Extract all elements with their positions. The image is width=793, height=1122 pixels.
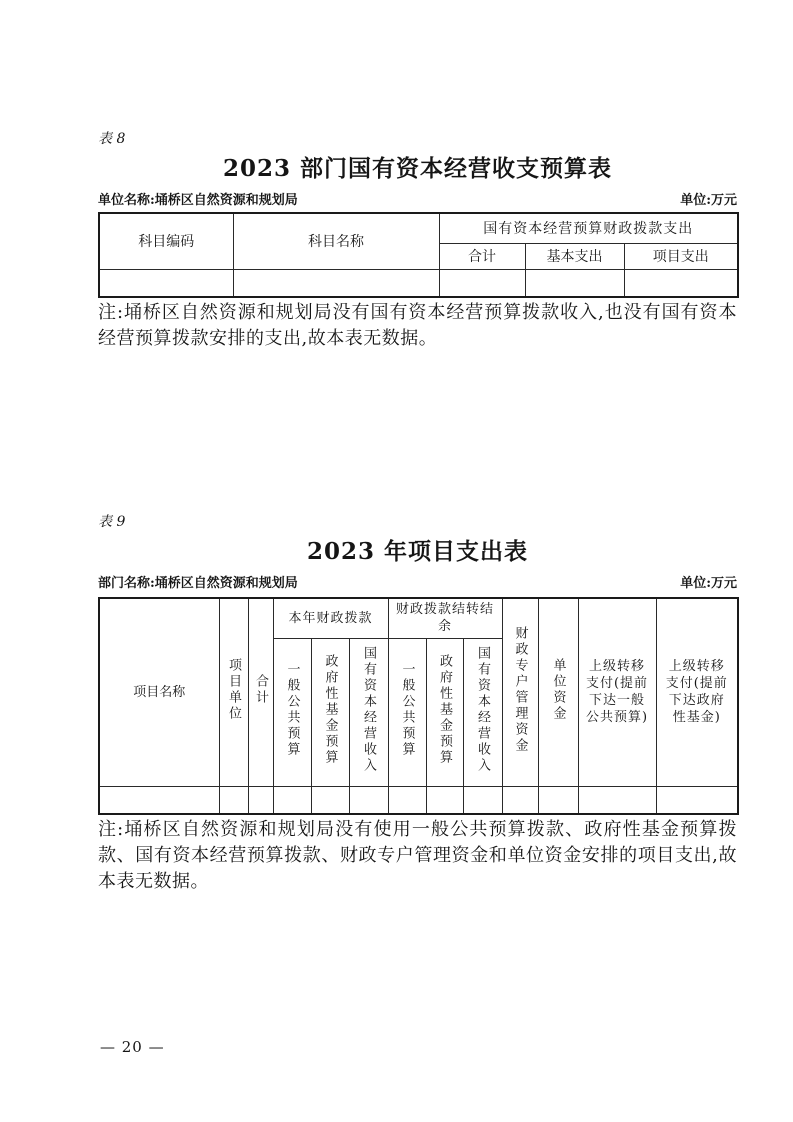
table9-header-transfer-gov-fund: 上级转移支付(提前下达政府性基金) (656, 598, 738, 786)
table8-empty-cell (99, 269, 233, 297)
table9-title: 2023 年项目支出表 (306, 538, 529, 565)
table8-label: 表 8 (98, 131, 126, 147)
table9-header-project-name: 项目名称 (99, 598, 219, 786)
table9-header-gov-fund-budget-carryover: 政府性基金预算 (426, 638, 463, 786)
table9 (98, 597, 739, 815)
page-number: — 20 — (100, 1038, 165, 1056)
table8-empty-cell (233, 269, 439, 297)
table9-note: 注:埇桥区自然资源和规划局没有使用一般公共预算拨款、政府性基金预算拨款、国有资本经营预算拨款、财政专户管理资金和单位资金安排的项目支出,故本表无数据。 (98, 819, 737, 892)
table9-empty-cell (219, 786, 248, 814)
table9-empty-cell (656, 786, 738, 814)
table8-note: 注:埇桥区自然资源和规划局没有国有资本经营预算拨款收入,也没有国有资本经营预算拨款安排的支出,故本表无数据。 (98, 302, 737, 349)
page-content (98, 0, 737, 895)
table8-header-group: 国有资本经营预算财政拨款支出 (439, 213, 738, 243)
table9-header-row-1 (99, 598, 738, 638)
table8-unit-label: 单位:万元 (680, 193, 737, 208)
table9-empty-cell (311, 786, 349, 814)
table8-header-basic-expense: 基本支出 (525, 243, 624, 269)
table9-empty-cell (463, 786, 502, 814)
table9-header-group-current-year: 本年财政拨款 (273, 598, 388, 638)
table9-header-project-unit: 项目单位 (219, 598, 248, 786)
table8-meta-row (98, 192, 737, 210)
table9-empty-cell (99, 786, 219, 814)
table8-title: 2023 部门国有资本经营收支预算表 (222, 155, 613, 182)
table8-data-row (99, 269, 738, 297)
table9-empty-cell (349, 786, 388, 814)
table9-header-transfer-general: 上级转移支付(提前下达一般公共预算) (578, 598, 656, 786)
table9-data-row (99, 786, 738, 814)
table8-empty-cell (525, 269, 624, 297)
table9-header-group-carryover: 财政拨款结转结余 (388, 598, 502, 638)
table8 (98, 212, 739, 298)
table9-header-total: 合计 (248, 598, 273, 786)
table9-header-general-public-budget-carryover: 一般公共预算 (388, 638, 426, 786)
table9-empty-cell (426, 786, 463, 814)
table8-header-total: 合计 (439, 243, 525, 269)
table9-header-general-public-budget: 一般公共预算 (273, 638, 311, 786)
table8-empty-cell (439, 269, 525, 297)
table9-header-state-capital-income: 国有资本经营收入 (349, 638, 388, 786)
table9-empty-cell (388, 786, 426, 814)
table9-unit-label: 单位:万元 (680, 576, 737, 591)
table8-unit-name: 单位名称:埇桥区自然资源和规划局 (98, 193, 298, 208)
table8-header-subject-name: 科目名称 (233, 213, 439, 269)
table8-empty-cell (624, 269, 738, 297)
table9-header-fiscal-special-account: 财政专户管理资金 (502, 598, 538, 786)
table9-header-unit-funds: 单位资金 (538, 598, 578, 786)
table8-header-project-expense: 项目支出 (624, 243, 738, 269)
table9-empty-cell (248, 786, 273, 814)
table9-label: 表 9 (98, 514, 126, 530)
table9-empty-cell (538, 786, 578, 814)
table9-header-state-capital-income-carryover: 国有资本经营收入 (463, 638, 502, 786)
table8-header-row-1 (99, 213, 738, 243)
table8-header-subject-code: 科目编码 (99, 213, 233, 269)
table9-empty-cell (502, 786, 538, 814)
table9-empty-cell (273, 786, 311, 814)
table9-dept-name: 部门名称:埇桥区自然资源和规划局 (98, 576, 298, 591)
table9-meta-row (98, 575, 737, 593)
table9-empty-cell (578, 786, 656, 814)
table9-header-gov-fund-budget: 政府性基金预算 (311, 638, 349, 786)
